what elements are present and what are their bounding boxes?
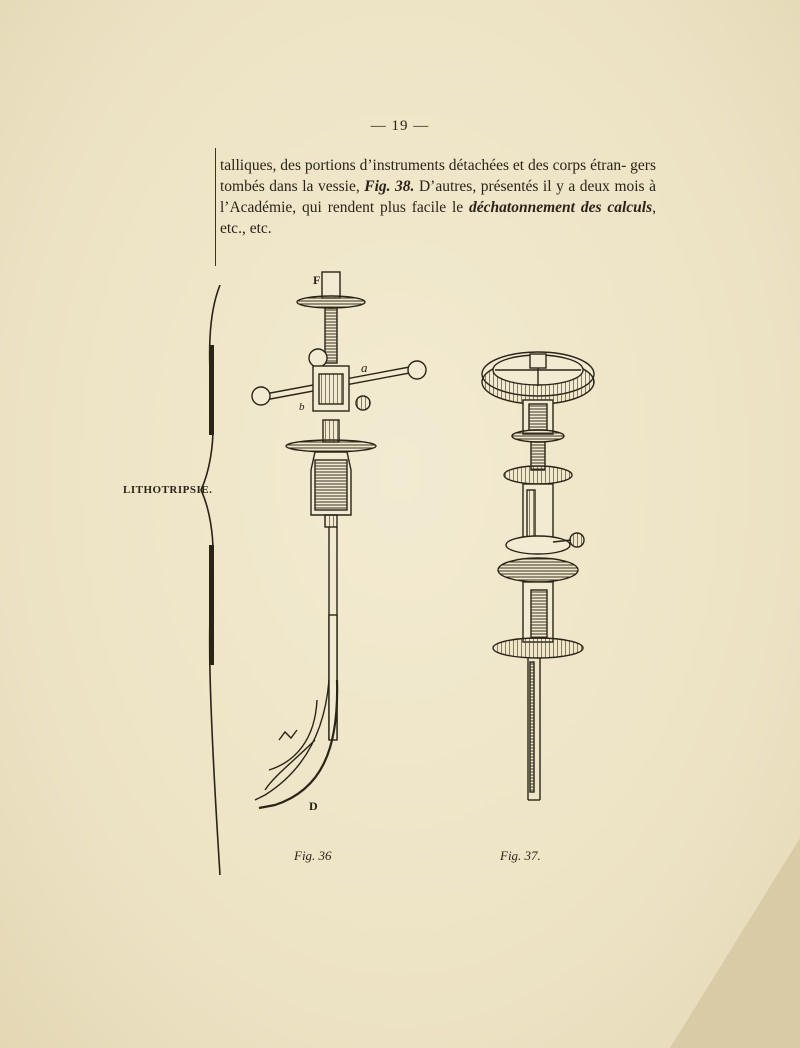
instrument-illustration	[225, 270, 645, 830]
side-brace	[198, 285, 228, 875]
fig36-label-f: F	[313, 273, 321, 287]
figure-37-mechanism	[482, 352, 594, 800]
fig-ref-38: Fig. 38.	[364, 178, 415, 195]
fig36-label-d: D	[309, 799, 318, 813]
text-line-4b: , etc., etc.	[220, 199, 657, 237]
side-label-lithotripsie: LITHOTRIPSIE.	[123, 484, 213, 496]
text-line-3: mois à l’Académie, qui rendent plus facile le	[220, 178, 656, 216]
fig36-label-b: b	[299, 401, 305, 413]
figure-36-lithotrite	[252, 272, 426, 808]
body-paragraph	[220, 155, 656, 239]
text-line-1: talliques, des portions d’instruments détachées et des corps étran-	[220, 157, 627, 174]
text-margin-rule	[215, 148, 216, 266]
page-corner-shadow	[670, 838, 800, 1048]
caption-fig-37: Fig. 37.	[500, 848, 541, 863]
text-line-2b: D’autres, présentés il y a deux	[414, 178, 610, 195]
page-number: — 19 —	[370, 118, 430, 134]
text-line-2: gers tombés dans la vessie,	[220, 157, 656, 195]
term-dechatonnement: déchatonnement des	[469, 199, 602, 216]
term-calculs: calculs	[607, 199, 653, 216]
caption-fig-36: Fig. 36	[294, 848, 332, 863]
fig36-label-a: a	[361, 360, 368, 375]
